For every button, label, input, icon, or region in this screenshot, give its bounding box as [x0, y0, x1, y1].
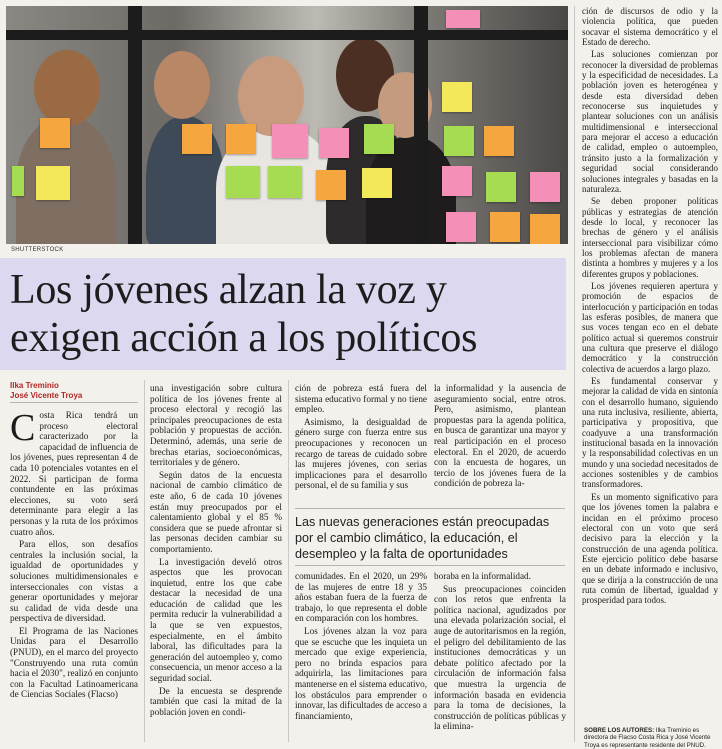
sticky-note [226, 124, 256, 154]
article-paragraph: Es fundamental conservar y mejorar la calidad de vida en sintonía con el desarrollo humano, siguiendo una ruta inclusiva, resiliente, abierta, participativa y propositiva, que coadyuve a una transformación institucional basada en la innovación y la responsabilidad colectivas en un mundo y una sociedad necesitados de acciones sostenibles y de cambios transformadores. [582, 376, 718, 490]
article-paragraph: Según datos de la encuesta nacional de cambio climático de este año, 6 de cada 10 jóvenes están muy preocupados por el calentamiento global y el 85 % considera que se puede afrontar si las personas deciden cambiar su comportamiento. [150, 469, 282, 554]
article-paragraph: Costa Rica tendrá un proceso electoral caracterizado por la capacidad de influencia de los jóvenes, pues representan 4 de cada 10 potenciales votantes en el 2022. Si participan de forma contundente en las próximas elecciones, su voto será determinante para elegir a las personas y la ruta de los próximos cuatro años. [10, 410, 138, 537]
article-column-2 [150, 383, 282, 741]
article-paragraph: una investigación sobre cultura política de los jóvenes frente al proceso electoral y recogió las principales preocupaciones de esta población y propuestas de acción. Determinó, además, una serie de brechas etarias, socioeconómicas, territoriales y de género. [150, 383, 282, 468]
pullquote-rule-bottom [295, 565, 565, 566]
article-paragraph: Los jóvenes requieren apertura y promoción de espacios de interlocución y participación en todas las esferas posibles, de manera que sus voces tengan eco en el debate político actual si queremos construir una cultura que preserve el diálogo democrático y la construcción colectiva de acuerdos a largo plazo. [582, 280, 718, 374]
article-paragraph: Para ellos, son desafíos centrales la inclusión social, la igualdad de oportunidades y soluciones multidimensionales e interseccionales con vistas a generar oportunidades y mejorar su calidad de vida desde una perspectiva de diversidad. [10, 539, 138, 624]
sticky-note [272, 124, 308, 158]
article-paragraph: boraba en la informalidad. [434, 571, 531, 581]
sticky-note [490, 212, 520, 242]
person-head [154, 51, 210, 119]
window-frame [414, 6, 428, 244]
article-paragraph: Se deben proponer políticas públicas y estrategias de atención desde lo local, y reconocer las brechas de género y el análisis interseccional para visibilizar cómo los problemas afectan de manera distinta a hombres y mujeres y a los diferentes grupos y poblaciones. [582, 196, 718, 279]
article-paragraph: comunidades. En el 2020, un 29% de las mujeres de entre 18 y 35 años estaban fuera de la fuerza de trabajo, lo que representa el doble en comparación con los hombres. [295, 571, 427, 624]
article-paragraph: ción de pobreza está fuera del sistema educativo formal y no tiene empleo. [295, 383, 427, 415]
window-frame [6, 30, 568, 40]
window-frame [128, 6, 142, 244]
column-divider [144, 380, 145, 742]
column-divider [574, 6, 575, 742]
person-head [34, 50, 100, 126]
article-paragraph: Es un momento significativo para que los jóvenes tomen la palabra e incidan en el próximo proceso electoral con un voto que será decisivo para la elección y la construcción de una agenda política. Este ejercicio político debe basarse en un debate informado e inclusivo, que se dirija a la construcción de una ruta común de libertad, igualdad y prosperidad para todos. [582, 491, 718, 606]
footnote-label: SOBRE LOS AUTORES: [584, 727, 655, 734]
article-paragraph: Los jóvenes alzan la voz para que se escuche que les inquieta un mercado que exige experiencia, pero no brinda espacios para adquirirla, las limitaciones para mantenerse en el sistema educativo, los obstáculos para emprender o innovar, las dificultades de acceso a financiamiento, [295, 625, 427, 721]
author-footnote [584, 727, 718, 749]
article-paragraph: ción de discursos de odio y la violencia política, que pueden socavar el sistema democrático y el Estado de derecho. [582, 6, 718, 48]
column-divider [288, 380, 289, 742]
hero-photo [6, 6, 568, 244]
sticky-note [446, 10, 480, 28]
article-column-1 [10, 410, 138, 740]
article-paragraph: la informalidad y la ausencia de aseguramiento social, entre otros. Pero, asimismo, plantean propuestas para la agenda política, en busca de garantizar una mayor y real participación en el proceso electoral. En el 2020, de acuerdo con la encuesta de hogares, un tercio de los jóvenes fuera de la condición de pobreza la- [434, 383, 566, 489]
author-byline [10, 381, 140, 401]
sticky-note [442, 82, 472, 112]
article-paragraph: El Programa de las Naciones Unidas para el Desarrollo (PNUD), en el marco del proyecto "Construyendo una ruta común hacia el 2030", realizó en conjunto con la Facultad Latinoamericana de Ciencias Sociales (Flacso) [10, 625, 138, 700]
headline: Los jóvenes alzan la voz y exigen acción a los políticos [10, 267, 478, 361]
article-column-3-bottom [295, 571, 427, 741]
sticky-note [364, 124, 394, 154]
sticky-note [268, 166, 302, 198]
sticky-note [484, 126, 514, 156]
article-column-4-bottom [434, 571, 566, 741]
sticky-note [486, 172, 516, 202]
article-paragraph: Las soluciones comienzan por reconocer la diversidad de problemas y la especificidad de necesidades. La población joven es heterogénea y desde esta diversidad deben reconocerse sus inquietudes y plantear soluciones con un análisis multidimensional e interseccional para mejorar el acceso a educación de calidad, empleo o autoempleo, tránsito justo a la formalización y seguridad social considerando soluciones integrales y basadas en la naturaleza. [582, 49, 718, 194]
drop-cap: C [10, 410, 36, 449]
sticky-note [36, 166, 70, 200]
article-paragraph: Asimismo, la desigualdad de género surge con fuerza entre sus preocupaciones y reconocen un recargo de tareas de cuidado sobre las mujeres jóvenes, con serias implicaciones para el desarrollo personal, el de su familia y sus [295, 416, 427, 491]
sticky-note [226, 166, 260, 198]
article-column-3-top [295, 383, 427, 503]
author-name: José Vicente Troya [10, 391, 83, 400]
photo-credit: SHUTTERSTOCK [11, 247, 64, 253]
sticky-note [446, 212, 476, 242]
author-name: Ilka Treminio [10, 381, 59, 390]
article-column-4-top [434, 383, 566, 503]
sticky-note [182, 124, 212, 154]
sticky-note [12, 166, 24, 196]
sticky-note [444, 126, 474, 156]
article-column-5 [582, 6, 718, 724]
footnote-text: Ilka Treminio es directora de Flacso Costa Rica y José Vicente Troya es representante residente del PNUD. [584, 727, 711, 749]
pullquote-rule-top [295, 508, 565, 509]
sticky-note [362, 168, 392, 198]
sticky-note [530, 172, 560, 202]
sticky-note [530, 214, 560, 244]
sticky-note [40, 118, 70, 148]
pull-quote: Las nuevas generaciones están preocupadas por el cambio climático, la educación, el desempleo y la falta de oportunidades [295, 515, 550, 561]
sticky-note [442, 166, 472, 196]
article-paragraph: La investigación develó otros aspectos que les provocan inquietud, entre los que cabe destacar la necesidad de una educación de calidad que les permita reducir la vulnerabilidad a la que se ven expuestos, especialmente, en el ámbito laboral, las dificultades para la generación del autoempleo y, como consecuencia, un menor acceso a la seguridad social. [150, 556, 282, 684]
article-paragraph: De la encuesta se desprende también que casi la mitad de la población joven en condi- [150, 685, 282, 717]
byline-divider [10, 402, 138, 403]
sticky-note [316, 170, 346, 200]
sticky-note [319, 128, 349, 158]
article-paragraph: Sus preocupaciones coinciden con los retos que enfrenta la política nacional, agudizados por una elevada polarización social, el auge de autoritarismos en la región, el peligro del debilitamiento de las instituciones democráticas y un debate político afectado por la circulación de información falsa que muestra la urgencia de información basada en evidencia para la toma de decisiones, la construcción de políticas públicas y la elimina- [434, 583, 566, 732]
